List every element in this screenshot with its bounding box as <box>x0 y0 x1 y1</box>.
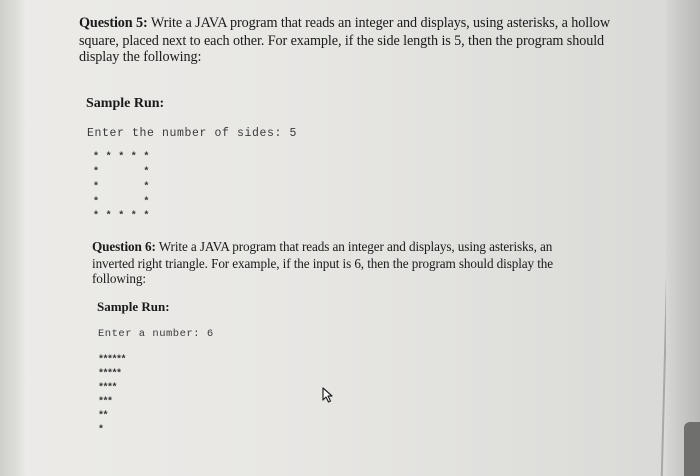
q6-label: Question 6: <box>92 239 156 254</box>
q6-output-row: ** <box>98 411 108 422</box>
q6-text-3: following: <box>92 271 146 286</box>
q6-text-1: Write a JAVA program that reads an integer and displays, using asterisks, an <box>155 239 553 254</box>
q5-output-row: * * <box>93 197 150 208</box>
q6-sample-run-heading: Sample Run: <box>97 299 170 314</box>
page-edge-right <box>666 0 700 476</box>
scrollbar-thumb[interactable] <box>684 422 700 476</box>
q5-text-3: display the following: <box>79 49 202 65</box>
q5-text-2: square, placed next to each other. For example, if the side length is 5, then the program should <box>79 33 605 49</box>
q6-line-1 <box>92 238 552 256</box>
q5-output-row: * * * * * <box>93 211 150 222</box>
mouse-pointer-icon <box>320 386 338 404</box>
q5-line-1 <box>79 14 610 32</box>
q5-sample-run-heading: Sample Run: <box>86 96 165 111</box>
q6-output-row: **** <box>98 383 117 394</box>
page-shadow-left <box>0 0 26 476</box>
q6-output-row: ***** <box>98 369 121 380</box>
q5-output-row: * * * * * <box>93 152 150 163</box>
q6-prompt: Enter a number: 6 <box>98 328 214 340</box>
q5-prompt: Enter the number of sides: 5 <box>87 127 298 140</box>
q6-output-row: * <box>98 425 103 436</box>
q5-output-row: * * <box>93 182 150 193</box>
q5-output-row: * * <box>93 167 150 178</box>
q6-text-2: inverted right triangle. For example, if the input is 6, then the program should display the <box>92 256 554 271</box>
q5-label: Question 5: <box>79 15 148 31</box>
q6-output-row: *** <box>98 397 112 408</box>
q6-output-row: ****** <box>98 355 126 366</box>
q5-text-1: Write a JAVA program that reads an integer and displays, using asterisks, a hollow <box>147 15 611 31</box>
